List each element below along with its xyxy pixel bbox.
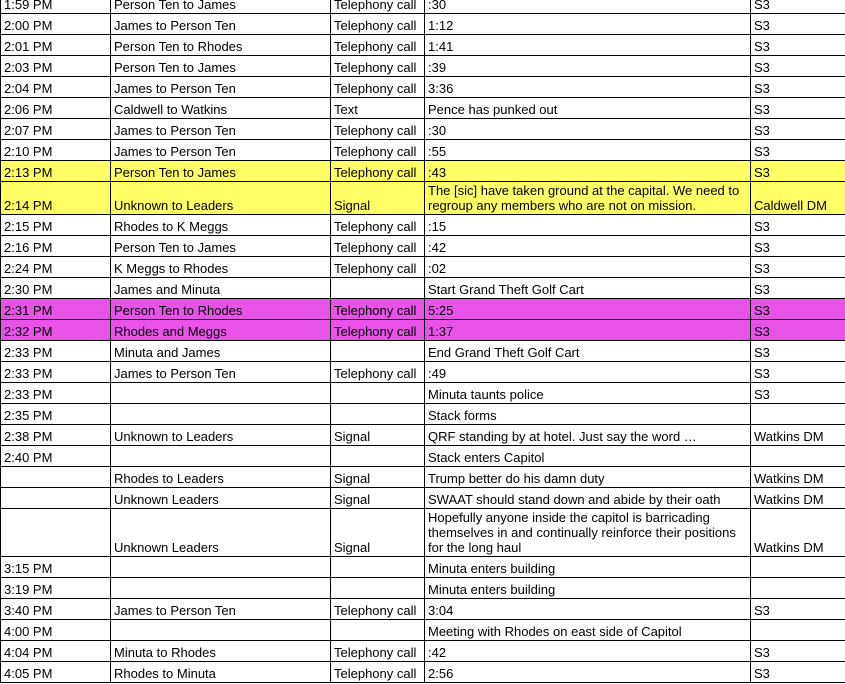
content-cell: :39 [425, 56, 751, 77]
type-cell: Telephony call [331, 35, 425, 56]
source-cell: S3 [751, 56, 845, 77]
source-cell: S3 [751, 161, 845, 182]
type-cell [331, 446, 425, 467]
parties-cell: Minuta to Rhodes [111, 641, 331, 662]
parties-cell: Caldwell to Watkins [111, 98, 331, 119]
table-row [1, 236, 845, 257]
type-cell: Telephony call [331, 161, 425, 182]
parties-cell: James to Person Ten [111, 77, 331, 98]
parties-cell: Rhodes to K Meggs [111, 215, 331, 236]
content-cell: Trump better do his damn duty [425, 467, 751, 488]
parties-cell: Unknown Leaders [111, 488, 331, 509]
content-cell: End Grand Theft Golf Cart [425, 341, 751, 362]
parties-cell: Person Ten to James [111, 56, 331, 77]
content-cell: :30 [425, 119, 751, 140]
time-cell: 4:04 PM [1, 641, 111, 662]
type-cell: Telephony call [331, 662, 425, 683]
table-row [1, 362, 845, 383]
source-cell [751, 404, 845, 425]
time-cell: 3:19 PM [1, 578, 111, 599]
type-cell: Telephony call [331, 56, 425, 77]
type-cell: Telephony call [331, 641, 425, 662]
time-cell: 2:31 PM [1, 299, 111, 320]
content-cell: The [sic] have taken ground at the capital. We need to regroup any members who are not on mission. [425, 182, 751, 215]
table-row [1, 215, 845, 236]
table-row [1, 641, 845, 662]
type-cell: Telephony call [331, 215, 425, 236]
table-row [1, 35, 845, 56]
table-row [1, 578, 845, 599]
content-cell: 1:12 [425, 14, 751, 35]
table-row [1, 98, 845, 119]
table-row [1, 77, 845, 98]
table-row [1, 383, 845, 404]
table-row [1, 299, 845, 320]
type-cell [331, 341, 425, 362]
content-cell: 1:37 [425, 320, 751, 341]
source-cell: S3 [751, 662, 845, 683]
parties-cell: James to Person Ten [111, 119, 331, 140]
source-cell [751, 620, 845, 641]
source-cell: S3 [751, 383, 845, 404]
type-cell: Text [331, 98, 425, 119]
time-cell [1, 467, 111, 488]
content-cell: Minuta enters building [425, 578, 751, 599]
source-cell: Caldwell DM [751, 182, 845, 215]
content-cell: Hopefully anyone inside the capitol is barricading themselves in and continually reinforce their positions for the long haul [425, 509, 751, 557]
content-cell: :49 [425, 362, 751, 383]
time-cell [1, 509, 111, 557]
parties-cell: Person Ten to Rhodes [111, 35, 331, 56]
type-cell: Telephony call [331, 77, 425, 98]
content-cell: Meeting with Rhodes on east side of Capitol [425, 620, 751, 641]
content-cell: :15 [425, 215, 751, 236]
content-cell: :30 [425, 0, 751, 14]
source-cell: S3 [751, 299, 845, 320]
parties-cell: Unknown Leaders [111, 509, 331, 557]
time-cell: 2:10 PM [1, 140, 111, 161]
type-cell [331, 383, 425, 404]
time-cell: 2:32 PM [1, 320, 111, 341]
type-cell [331, 620, 425, 641]
source-cell: Watkins DM [751, 509, 845, 557]
parties-cell: Person Ten to Rhodes [111, 299, 331, 320]
parties-cell [111, 578, 331, 599]
parties-cell [111, 620, 331, 641]
table-row [1, 557, 845, 578]
content-cell: :42 [425, 641, 751, 662]
time-cell: 2:33 PM [1, 341, 111, 362]
content-cell: 3:36 [425, 77, 751, 98]
source-cell: S3 [751, 599, 845, 620]
time-cell: 3:40 PM [1, 599, 111, 620]
type-cell: Telephony call [331, 299, 425, 320]
source-cell: S3 [751, 119, 845, 140]
parties-cell: Rhodes to Minuta [111, 662, 331, 683]
table-row [1, 14, 845, 35]
source-cell: S3 [751, 14, 845, 35]
content-cell: 5:25 [425, 299, 751, 320]
table-row [1, 182, 845, 215]
time-cell: 2:00 PM [1, 14, 111, 35]
source-cell: S3 [751, 641, 845, 662]
time-cell: 2:40 PM [1, 446, 111, 467]
type-cell [331, 578, 425, 599]
table-row [1, 278, 845, 299]
time-cell: 2:14 PM [1, 182, 111, 215]
source-cell: S3 [751, 140, 845, 161]
time-cell: 2:35 PM [1, 404, 111, 425]
parties-cell [111, 383, 331, 404]
type-cell: Telephony call [331, 320, 425, 341]
time-cell: 2:04 PM [1, 77, 111, 98]
parties-cell: Minuta and James [111, 341, 331, 362]
time-cell: 4:00 PM [1, 620, 111, 641]
parties-cell [111, 557, 331, 578]
content-cell: Start Grand Theft Golf Cart [425, 278, 751, 299]
time-cell: 2:33 PM [1, 383, 111, 404]
table-row [1, 404, 845, 425]
table-row [1, 320, 845, 341]
time-cell: 2:38 PM [1, 425, 111, 446]
table-row [1, 119, 845, 140]
type-cell: Telephony call [331, 0, 425, 14]
table-row [1, 509, 845, 557]
table-row [1, 341, 845, 362]
time-cell: 2:13 PM [1, 161, 111, 182]
content-cell: 2:56 [425, 662, 751, 683]
table-row [1, 161, 845, 182]
parties-cell: Unknown to Leaders [111, 182, 331, 215]
table-row [1, 56, 845, 77]
time-cell: 1:59 PM [1, 0, 111, 14]
time-cell: 2:24 PM [1, 257, 111, 278]
time-cell: 2:16 PM [1, 236, 111, 257]
content-cell: :02 [425, 257, 751, 278]
parties-cell: James to Person Ten [111, 140, 331, 161]
source-cell: S3 [751, 0, 845, 14]
time-cell: 2:07 PM [1, 119, 111, 140]
source-cell: S3 [751, 341, 845, 362]
content-cell: 1:41 [425, 35, 751, 56]
time-cell: 2:06 PM [1, 98, 111, 119]
table-row [1, 662, 845, 683]
content-cell: Stack forms [425, 404, 751, 425]
type-cell: Telephony call [331, 236, 425, 257]
type-cell: Telephony call [331, 140, 425, 161]
parties-cell: Unknown to Leaders [111, 425, 331, 446]
time-cell [1, 488, 111, 509]
table-row [1, 257, 845, 278]
time-cell: 2:01 PM [1, 35, 111, 56]
source-cell: S3 [751, 35, 845, 56]
time-cell: 4:05 PM [1, 662, 111, 683]
time-cell: 2:30 PM [1, 278, 111, 299]
type-cell: Signal [331, 509, 425, 557]
type-cell [331, 404, 425, 425]
type-cell: Telephony call [331, 257, 425, 278]
table-row [1, 425, 845, 446]
parties-cell [111, 404, 331, 425]
table-row [1, 446, 845, 467]
source-cell [751, 446, 845, 467]
table-row [1, 599, 845, 620]
parties-cell: Rhodes to Leaders [111, 467, 331, 488]
source-cell: S3 [751, 236, 845, 257]
table-row [1, 488, 845, 509]
source-cell: S3 [751, 278, 845, 299]
type-cell: Telephony call [331, 14, 425, 35]
type-cell [331, 278, 425, 299]
content-cell: 3:04 [425, 599, 751, 620]
source-cell: Watkins DM [751, 467, 845, 488]
parties-cell: James to Person Ten [111, 14, 331, 35]
source-cell: S3 [751, 77, 845, 98]
parties-cell: Rhodes and Meggs [111, 320, 331, 341]
type-cell: Signal [331, 425, 425, 446]
parties-cell: James and Minuta [111, 278, 331, 299]
parties-cell: Person Ten to James [111, 236, 331, 257]
source-cell [751, 557, 845, 578]
type-cell: Signal [331, 182, 425, 215]
content-cell: Minuta taunts police [425, 383, 751, 404]
timeline-table-body [1, 0, 845, 683]
parties-cell: K Meggs to Rhodes [111, 257, 331, 278]
type-cell: Signal [331, 467, 425, 488]
content-cell: :55 [425, 140, 751, 161]
table-row [1, 0, 845, 14]
time-cell: 2:15 PM [1, 215, 111, 236]
type-cell: Telephony call [331, 119, 425, 140]
content-cell: Stack enters Capitol [425, 446, 751, 467]
content-cell: :43 [425, 161, 751, 182]
content-cell: SWAAT should stand down and abide by their oath [425, 488, 751, 509]
time-cell: 2:03 PM [1, 56, 111, 77]
content-cell: Pence has punked out [425, 98, 751, 119]
source-cell: S3 [751, 320, 845, 341]
type-cell [331, 557, 425, 578]
parties-cell [111, 446, 331, 467]
source-cell: S3 [751, 362, 845, 383]
type-cell: Telephony call [331, 599, 425, 620]
content-cell: :42 [425, 236, 751, 257]
source-cell: S3 [751, 215, 845, 236]
time-cell: 2:33 PM [1, 362, 111, 383]
time-cell: 3:15 PM [1, 557, 111, 578]
source-cell: S3 [751, 257, 845, 278]
source-cell [751, 578, 845, 599]
type-cell: Telephony call [331, 362, 425, 383]
table-row [1, 620, 845, 641]
source-cell: S3 [751, 98, 845, 119]
table-row [1, 140, 845, 161]
source-cell: Watkins DM [751, 425, 845, 446]
table-row [1, 467, 845, 488]
content-cell: Minuta enters building [425, 557, 751, 578]
parties-cell: James to Person Ten [111, 362, 331, 383]
source-cell: Watkins DM [751, 488, 845, 509]
content-cell: QRF standing by at hotel. Just say the word … [425, 425, 751, 446]
type-cell: Signal [331, 488, 425, 509]
parties-cell: James to Person Ten [111, 599, 331, 620]
parties-cell: Person Ten to James [111, 161, 331, 182]
parties-cell: Person Ten to James [111, 0, 331, 14]
